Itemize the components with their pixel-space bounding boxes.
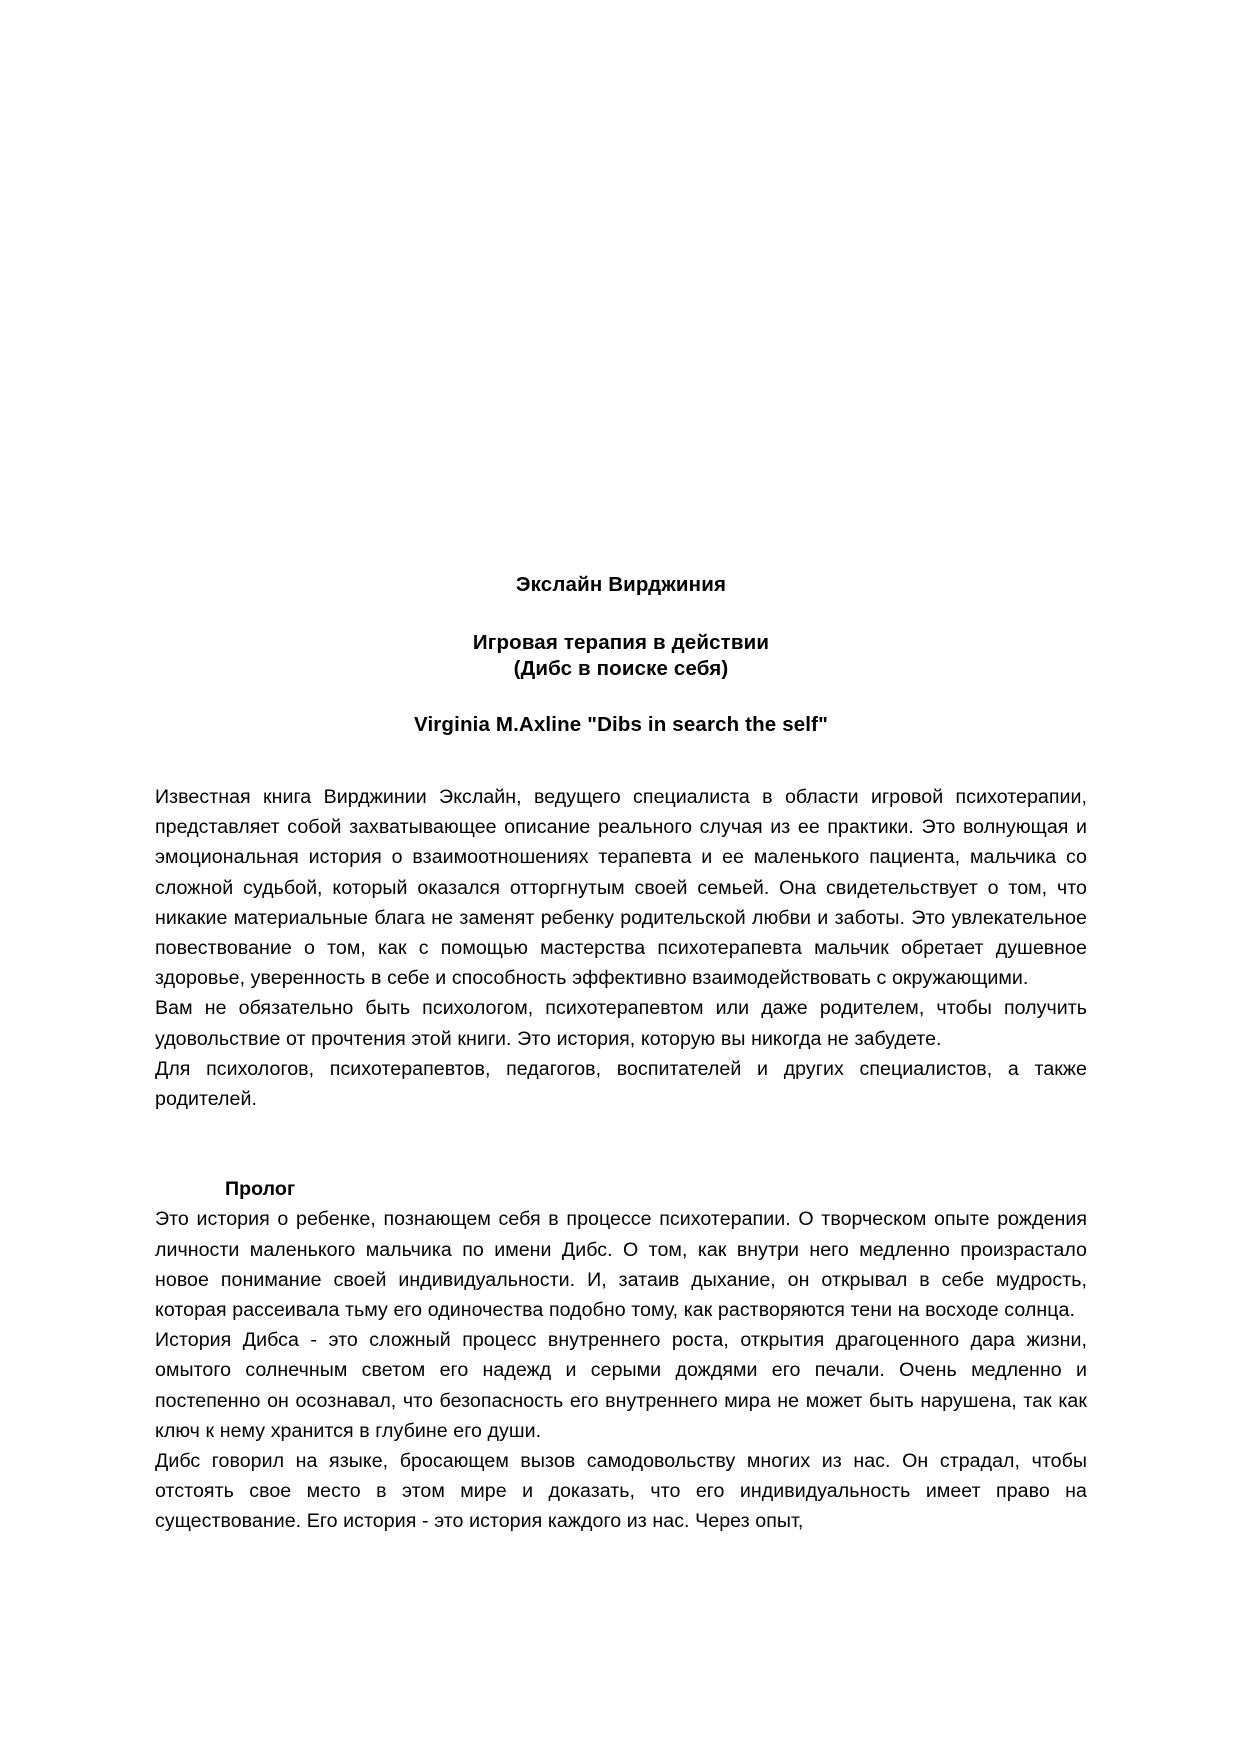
book-subtitle-russian-line2: (Дибс в поиске себя)	[513, 657, 729, 680]
title-spacer-3	[155, 738, 1087, 782]
annotation-paragraph-1: Известная книга Вирджинии Экслайн, ведущего специалиста в области игровой психотерапии, представляет собой захватывающее описание реального случая из ее практики. Это волнующая и эмоциональная история о взаимоотношениях терапевта и ее маленького пациента, мальчика со сложной судьбой, который оказался отторгнутым своей семьей. Она свидетельствует о том, что никакие материальные блага не заменят ребенку родительской любви и заботы. Это увлекательное повествование о том, как с помощью мастерства психотерапевта мальчик обретает душевное здоровье, уверенность в себе и способность эффективно взаимодействовать с окружающими.	[155, 786, 1087, 990]
title-spacer-2	[155, 682, 1087, 712]
prologue-paragraph-1: Это история о ребенке, познающем себя в процессе психотерапии. О творческом опыте рождения личности маленького мальчика по имени Дибс. О том, как внутри него медленно произрастало новое понимание своей индивидуальности. И, затаив дыхание, он открывал в себе мудрость, которая рассеивала тьму его одиночества подобно тому, как растворяются тени на восходе солнца.	[155, 1208, 1087, 1322]
prologue-heading: Пролог	[225, 1178, 296, 1201]
title-spacer-1	[155, 598, 1087, 630]
prologue-section	[155, 1174, 1087, 1536]
prologue-paragraph-3: Дибс говорил на языке, бросающем вызов самодовольству многих из нас. Он страдал, чтобы отстоять свое место в этом мире и доказать, что его индивидуальность имеет право на существование. Его история - это история каждого из нас. Через опыт,	[155, 1450, 1087, 1533]
prologue-paragraph-2: История Дибса - это сложный процесс внутреннего роста, открытия драгоценного дара жизни, омытого солнечным светом его надежд и серыми дождями его печали. Очень медленно и постепенно он осознавал, что безопасность его внутреннего мира не может быть нарушена, так как ключ к нему хранится в глубине его души.	[155, 1329, 1087, 1442]
book-title-russian-line1: Игровая терапия в действии	[472, 631, 770, 654]
book-title-english: Virginia M.Axline "Dibs in search the self"	[414, 713, 828, 736]
page-content-column	[155, 0, 1087, 1537]
prologue-spacer	[155, 1114, 1087, 1174]
author-name: Экслайн Вирджиния	[515, 573, 727, 596]
annotation-paragraph-3: Для психологов, психотерапевтов, педагогов, воспитателей и других специалистов, а также родителей.	[155, 1057, 1087, 1111]
annotation-paragraph-2: Вам не обязательно быть психологом, психотерапевтом или даже родителем, чтобы получить удовольствие от прочтения этой книги. Это история, которую вы никогда не забудете.	[155, 997, 1087, 1050]
annotation-section	[155, 782, 1087, 1114]
title-block	[155, 0, 1087, 738]
